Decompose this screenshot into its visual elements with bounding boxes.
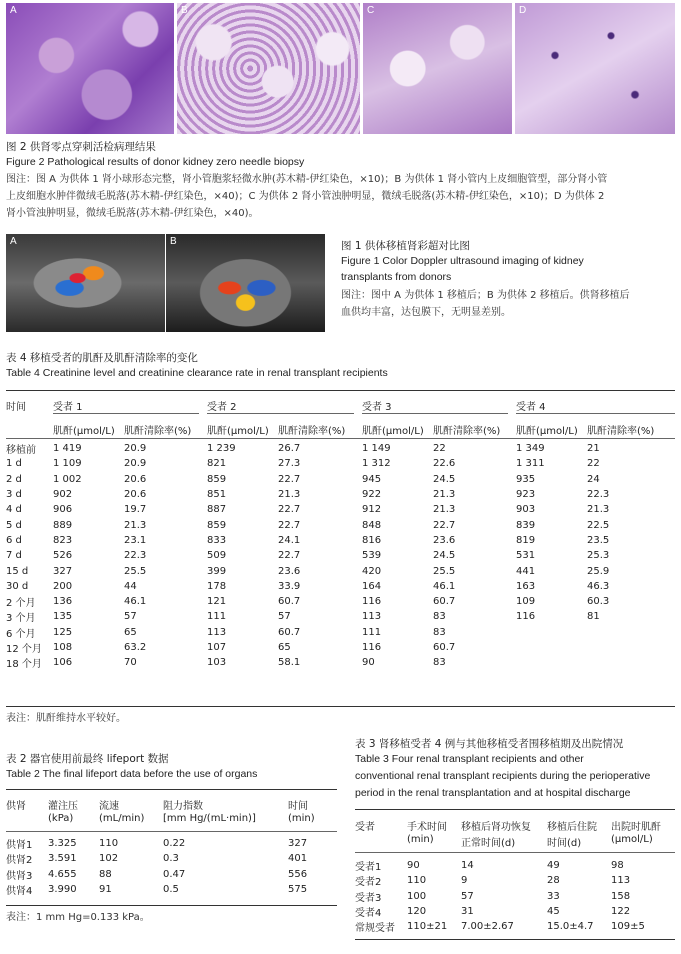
table3-header: (μmol/L) xyxy=(611,834,653,845)
table2-header: 流速 xyxy=(99,801,119,812)
table-cell: 113 xyxy=(362,611,382,623)
table4-subheader: 肌酐(μmol/L) xyxy=(362,426,424,437)
table-row xyxy=(6,502,675,517)
table-cell: 移植前 xyxy=(6,445,36,457)
table-cell: 31 xyxy=(461,906,474,918)
table2-caption-cn: 表 2 器官使用前最终 lifeport 数据 xyxy=(6,753,169,765)
table-cell: 30 d xyxy=(6,580,29,592)
table-cell: 1 312 xyxy=(362,458,391,470)
table-cell: 113 xyxy=(207,626,227,638)
table2-caption-en: Table 2 The final lifeport data before the use of organs xyxy=(6,768,258,780)
table-cell: 108 xyxy=(53,642,73,653)
table4-note: 表注：肌酐维持水平较好。 xyxy=(6,713,126,724)
table4-caption-en: Table 4 Creatinine level and creatinine clearance rate in renal transplant recipients xyxy=(6,367,388,379)
figure1-caption-en-line: transplants from donors xyxy=(341,271,452,283)
table-row xyxy=(6,609,675,624)
table-cell: 57 xyxy=(461,890,474,902)
table-row xyxy=(6,487,675,502)
figure2-panel-b xyxy=(177,3,360,134)
table-cell: 58.1 xyxy=(278,657,301,669)
table-cell: 60.7 xyxy=(278,626,301,638)
table-cell: 90 xyxy=(362,657,375,669)
table-cell: 受者1 xyxy=(355,862,382,874)
table-row xyxy=(6,836,337,851)
table-cell: 91 xyxy=(99,884,112,896)
table-cell: 945 xyxy=(362,473,382,485)
table-cell: 49 xyxy=(547,860,560,872)
table3-caption-en-line: period in the renal transplantation and at hospital discharge xyxy=(355,787,631,799)
figure1-panel-a xyxy=(6,234,165,332)
table-cell: 46.1 xyxy=(124,596,147,608)
table4-group-1: 受者 1 xyxy=(53,402,83,413)
figure1-caption-cn: 图 1 供体移植肾彩超对比图 xyxy=(341,240,470,252)
table-row xyxy=(6,882,337,897)
table-cell: 83 xyxy=(433,657,446,669)
table-cell: 902 xyxy=(53,489,73,501)
table3-header-rule xyxy=(355,852,675,853)
table-cell: 2 个月 xyxy=(6,598,36,610)
table-cell: 851 xyxy=(207,489,227,501)
table-cell: 98 xyxy=(611,860,624,872)
table4-body xyxy=(6,441,675,670)
figure2-caption-cn: 图 2 供肾零点穿刺活检病理结果 xyxy=(6,141,156,153)
table-cell: 20.6 xyxy=(124,489,147,501)
table-cell: 3 个月 xyxy=(6,613,36,625)
table-cell: 65 xyxy=(278,642,291,653)
table-cell: 21.3 xyxy=(278,489,301,501)
table-cell: 25.5 xyxy=(433,565,456,577)
table-cell: 供肾3 xyxy=(6,870,33,882)
table2-header: 时间 xyxy=(288,801,308,812)
table-cell: 22.6 xyxy=(433,458,456,470)
table-row xyxy=(6,867,337,882)
table-cell: 22.3 xyxy=(587,489,610,501)
table-row xyxy=(6,456,675,471)
table-cell: 125 xyxy=(53,626,73,638)
table-cell: 60.3 xyxy=(587,596,610,608)
table-cell: 21.3 xyxy=(433,504,456,516)
table-cell: 3.591 xyxy=(48,853,77,865)
table4-subheader: 肌酐清除率(%) xyxy=(587,426,655,437)
panel-label: A xyxy=(10,236,17,247)
figure2-note-line: 上皮细胞水肿伴微绒毛脱落(苏木精-伊红染色，×40)；C 为供体 2 肾小管浊肿明显，微绒毛脱落(苏木精-伊红染色，×10)；D 为供体 2 xyxy=(6,191,605,202)
table-cell xyxy=(516,625,587,640)
table2-header: (mL/min) xyxy=(99,813,145,824)
table-cell: 903 xyxy=(516,504,536,516)
table4-bottom-rule xyxy=(6,706,675,707)
table-cell: 110 xyxy=(407,875,427,887)
table2-top-rule xyxy=(6,789,337,790)
table3-header: 受者 xyxy=(355,822,375,833)
table-cell: 441 xyxy=(516,565,536,577)
table-cell: 24.5 xyxy=(433,473,456,485)
table3-top-rule xyxy=(355,809,675,810)
table-cell: 922 xyxy=(362,489,382,501)
table-cell: 1 311 xyxy=(516,458,545,470)
table4-group-3: 受者 3 xyxy=(362,402,392,413)
table-cell: 22 xyxy=(587,458,600,470)
table4-subheader: 肌酐清除率(%) xyxy=(278,426,346,437)
table-cell: 887 xyxy=(207,504,227,516)
table-cell: 327 xyxy=(53,565,73,577)
table-cell: 816 xyxy=(362,534,382,546)
table-cell: 116 xyxy=(516,611,536,623)
table-cell xyxy=(516,655,587,670)
table-cell: 5 d xyxy=(6,519,22,531)
table3-header: (min) xyxy=(407,834,434,845)
figure2-note-line: 肾小管浊肿明显，微绒毛脱落(苏木精-伊红染色，×40)。 xyxy=(6,208,259,219)
table2-header: (min) xyxy=(288,813,315,824)
table4-subheader: 肌酐清除率(%) xyxy=(433,426,501,437)
table4-subheader: 肌酐(μmol/L) xyxy=(516,426,578,437)
table-cell: 158 xyxy=(611,890,631,902)
table-cell: 22.7 xyxy=(278,550,301,562)
table-cell: 103 xyxy=(207,657,227,669)
table-cell xyxy=(587,640,675,655)
table-cell: 22.5 xyxy=(587,519,610,531)
figure2-panel-a xyxy=(6,3,174,134)
table-cell: 45 xyxy=(547,906,560,918)
table-cell: 供肾1 xyxy=(6,840,33,852)
table-cell: 526 xyxy=(53,550,73,562)
table-cell xyxy=(587,655,675,670)
table-cell: 57 xyxy=(124,611,137,623)
table-row xyxy=(355,889,675,904)
table-cell: 受者3 xyxy=(355,892,382,904)
table-cell: 401 xyxy=(288,853,308,865)
table4-group-rule xyxy=(362,413,508,414)
figure1-note-line: 血供均丰富，达包膜下，无明显差别。 xyxy=(341,307,511,318)
table-cell: 531 xyxy=(516,550,536,562)
table-cell: 3 d xyxy=(6,489,22,501)
table4-top-rule xyxy=(6,390,675,391)
table-cell: 509 xyxy=(207,550,227,562)
table-cell: 18 个月 xyxy=(6,659,42,671)
table-cell: 23.1 xyxy=(124,534,147,546)
figure2-panel-d xyxy=(515,3,675,134)
panel-label: A xyxy=(10,5,17,16)
table-cell: 4.655 xyxy=(48,868,77,880)
table-cell: 22 xyxy=(433,443,446,455)
table-cell: 575 xyxy=(288,884,308,896)
table3-body xyxy=(355,858,675,934)
table-cell: 859 xyxy=(207,473,227,485)
table-cell: 121 xyxy=(207,596,227,608)
table-row xyxy=(6,851,337,866)
table-cell: 111 xyxy=(362,626,382,638)
table-cell: 7.00±2.67 xyxy=(461,921,514,933)
table-row xyxy=(6,625,675,640)
table-cell: 539 xyxy=(362,550,382,562)
table-cell: 923 xyxy=(516,489,536,501)
table-cell: 25.3 xyxy=(587,550,610,562)
table4-subheader: 肌酐(μmol/L) xyxy=(207,426,269,437)
table-cell: 106 xyxy=(53,657,73,669)
table-row xyxy=(355,904,675,919)
table-cell: 116 xyxy=(362,596,382,608)
table-cell: 109±5 xyxy=(611,921,645,933)
table-cell: 178 xyxy=(207,580,227,592)
table-cell: 0.47 xyxy=(163,868,186,880)
table-cell: 83 xyxy=(433,626,446,638)
table4-group-2: 受者 2 xyxy=(207,402,237,413)
table-cell: 556 xyxy=(288,868,308,880)
table-cell: 839 xyxy=(516,519,536,531)
table-cell: 26.7 xyxy=(278,443,301,455)
table-cell: 25.9 xyxy=(587,565,610,577)
table4-group-rule xyxy=(207,413,354,414)
table-row xyxy=(6,594,675,609)
table-cell: 859 xyxy=(207,519,227,531)
table-cell: 24 xyxy=(587,473,600,485)
table-row xyxy=(6,579,675,594)
table-cell: 120 xyxy=(407,906,427,918)
figure2-note-line: 图注：图 A 为供体 1 肾小球形态完整，肾小管胞浆轻微水肿(苏木精-伊红染色，×10)；B 为供体 1 肾小管内上皮细胞管型，部分肾小管 xyxy=(6,174,608,185)
table-cell: 46.3 xyxy=(587,580,610,592)
table-cell: 109 xyxy=(516,596,536,608)
table-cell: 0.5 xyxy=(163,884,179,896)
table-cell: 33.9 xyxy=(278,580,301,592)
table-cell: 受者2 xyxy=(355,877,382,889)
table-cell: 111 xyxy=(207,611,227,623)
table-cell: 21 xyxy=(587,443,600,455)
table2-bottom-rule xyxy=(6,905,337,906)
table2-header: [mm Hg/(mL·min)] xyxy=(163,813,256,824)
table-cell: 1 002 xyxy=(53,473,82,485)
table-cell: 28 xyxy=(547,875,560,887)
table-cell: 4 d xyxy=(6,504,22,516)
table-cell: 6 d xyxy=(6,534,22,546)
table-cell: 90 xyxy=(407,860,420,872)
table-cell: 20.9 xyxy=(124,458,147,470)
panel-label: B xyxy=(181,5,188,16)
table-cell: 22.3 xyxy=(124,550,147,562)
panel-label: C xyxy=(367,5,375,16)
table-cell: 70 xyxy=(124,657,137,669)
table-cell: 116 xyxy=(362,642,382,653)
table-cell: 1 239 xyxy=(207,443,236,455)
table-cell: 12 个月 xyxy=(6,644,42,655)
table-cell: 7 d xyxy=(6,550,22,562)
table-cell: 23.6 xyxy=(433,534,456,546)
table-cell: 21.3 xyxy=(433,489,456,501)
table-cell: 164 xyxy=(362,580,382,592)
table-cell: 107 xyxy=(207,642,227,653)
table-cell: 327 xyxy=(288,838,308,850)
table3-header: 时间(d) xyxy=(547,838,582,849)
table-cell: 供肾2 xyxy=(6,855,33,867)
table-cell: 906 xyxy=(53,504,73,516)
table3-header: 正常时间(d) xyxy=(461,838,516,849)
table-row xyxy=(6,517,675,532)
table-cell: 113 xyxy=(611,875,631,887)
table-cell: 46.1 xyxy=(433,580,456,592)
table3-caption-en-line: Table 3 Four renal transplant recipients and other xyxy=(355,753,584,765)
table-cell: 22.7 xyxy=(433,519,456,531)
panel-label: B xyxy=(170,236,177,247)
table-cell xyxy=(516,640,587,655)
table2-header: 灌注压 xyxy=(48,801,78,812)
table-cell: 供肾4 xyxy=(6,886,33,898)
table-cell: 21.3 xyxy=(124,519,147,531)
table-row xyxy=(6,640,675,655)
table-cell: 833 xyxy=(207,534,227,546)
table3-caption-en-line: conventional renal transplant recipients during the perioperative xyxy=(355,770,651,782)
table-cell: 23.6 xyxy=(278,565,301,577)
table-cell: 420 xyxy=(362,565,382,577)
table-cell: 889 xyxy=(53,519,73,531)
figure1-caption-en-line: Figure 1 Color Doppler ultrasound imaging of kidney xyxy=(341,255,584,267)
table3-header: 手术时间 xyxy=(407,822,447,833)
table-row xyxy=(355,858,675,873)
table-cell: 24.1 xyxy=(278,534,301,546)
table-cell: 27.3 xyxy=(278,458,301,470)
table-cell: 110±21 xyxy=(407,921,448,933)
table-cell: 19.7 xyxy=(124,504,147,516)
table-cell: 399 xyxy=(207,565,227,577)
table2-header: (kPa) xyxy=(48,813,74,824)
table-cell: 63.2 xyxy=(124,642,147,653)
table-row xyxy=(6,472,675,487)
table-row xyxy=(6,548,675,563)
table3-header: 移植后住院 xyxy=(547,822,597,833)
table4-subheader: 肌酐清除率(%) xyxy=(124,426,192,437)
table-row xyxy=(6,563,675,578)
table2-note: 表注：1 mm Hg=0.133 kPa。 xyxy=(6,912,150,923)
table-row xyxy=(355,919,675,934)
figure2-caption-en: Figure 2 Pathological results of donor kidney zero needle biopsy xyxy=(6,156,305,168)
table-cell: 65 xyxy=(124,626,137,638)
table-cell: 60.7 xyxy=(278,596,301,608)
table-cell: 24.5 xyxy=(433,550,456,562)
table-cell: 135 xyxy=(53,611,73,623)
table-cell: 3.325 xyxy=(48,838,77,850)
table-cell: 83 xyxy=(433,611,446,623)
table3-bottom-rule xyxy=(355,939,675,940)
table4-group-4: 受者 4 xyxy=(516,402,546,413)
table-cell: 1 149 xyxy=(362,443,391,455)
table-cell: 81 xyxy=(587,611,600,623)
table-cell: 14 xyxy=(461,860,474,872)
table-cell: 60.7 xyxy=(433,596,456,608)
table4-header-rule xyxy=(6,438,675,439)
table-cell: 912 xyxy=(362,504,382,516)
table-row xyxy=(6,441,675,456)
table-row xyxy=(355,873,675,888)
figure1-panel-b xyxy=(166,234,325,332)
table-cell: 2 d xyxy=(6,473,22,485)
table-cell: 88 xyxy=(99,868,112,880)
table-cell: 163 xyxy=(516,580,536,592)
table-cell: 57 xyxy=(278,611,291,623)
table-cell: 21.3 xyxy=(587,504,610,516)
table-row xyxy=(6,533,675,548)
table-cell: 0.3 xyxy=(163,853,179,865)
table-cell: 20.6 xyxy=(124,473,147,485)
table-cell: 22.7 xyxy=(278,473,301,485)
figure2-panel-c xyxy=(363,3,512,134)
table-cell: 44 xyxy=(124,580,137,592)
table-cell xyxy=(587,625,675,640)
table-cell: 23.5 xyxy=(587,534,610,546)
table-cell: 848 xyxy=(362,519,382,531)
table-cell: 15.0±4.7 xyxy=(547,921,594,933)
table-cell: 200 xyxy=(53,580,73,592)
table-cell: 100 xyxy=(407,890,427,902)
table-cell: 819 xyxy=(516,534,536,546)
table2-header: 供肾 xyxy=(6,801,26,812)
table-cell: 受者4 xyxy=(355,908,382,920)
table-cell: 9 xyxy=(461,875,468,887)
table-cell: 3.990 xyxy=(48,884,77,896)
table-cell: 60.7 xyxy=(433,642,456,653)
table-cell: 110 xyxy=(99,838,119,850)
table-cell: 823 xyxy=(53,534,73,546)
table-cell: 1 109 xyxy=(53,458,82,470)
table4-header-time: 时间 xyxy=(6,402,26,413)
table2-header-rule xyxy=(6,831,337,832)
table4-caption-cn: 表 4 移植受者的肌酐及肌酐清除率的变化 xyxy=(6,352,198,364)
panel-label: D xyxy=(519,5,527,16)
table4-subheader: 肌酐(μmol/L) xyxy=(53,426,115,437)
table4-group-rule xyxy=(53,413,199,414)
table3-header: 出院时肌酐 xyxy=(611,822,661,833)
table-cell: 935 xyxy=(516,473,536,485)
table-cell: 33 xyxy=(547,890,560,902)
table4-group-rule xyxy=(516,413,675,414)
table-cell: 25.5 xyxy=(124,565,147,577)
table-cell: 20.9 xyxy=(124,443,147,455)
table3-header: 移植后肾功恢复 xyxy=(461,822,531,833)
table-cell: 15 d xyxy=(6,565,29,577)
table-cell: 1 d xyxy=(6,458,22,470)
table2-header: 阻力指数 xyxy=(163,801,203,812)
table-cell: 常规受者 xyxy=(355,923,395,935)
table-cell: 1 349 xyxy=(516,443,545,455)
table-cell: 102 xyxy=(99,853,119,865)
table-cell: 6 个月 xyxy=(6,628,36,640)
table3-caption-cn: 表 3 肾移植受者 4 例与其他移植受者围移植期及出院情况 xyxy=(355,738,624,750)
table-cell: 136 xyxy=(53,596,73,608)
table-cell: 22.7 xyxy=(278,504,301,516)
figure1-note-line: 图注：图中 A 为供体 1 移植后；B 为供体 2 移植后。供肾移植后 xyxy=(341,290,630,301)
table-cell: 122 xyxy=(611,906,631,918)
table-row xyxy=(6,655,675,670)
table-cell: 1 419 xyxy=(53,443,82,455)
table2-body xyxy=(6,836,337,897)
table-cell: 821 xyxy=(207,458,227,470)
table-cell: 0.22 xyxy=(163,838,186,850)
table-cell: 22.7 xyxy=(278,519,301,531)
